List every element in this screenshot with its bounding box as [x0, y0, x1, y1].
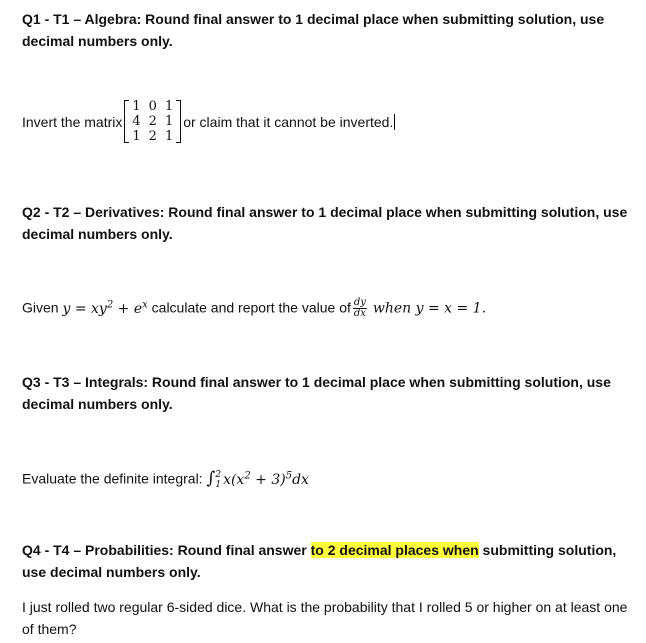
integral-lower: 1: [215, 479, 222, 490]
q2-frac-num: dy: [353, 297, 366, 309]
q4-body: [22, 596, 632, 640]
q1-suffix: or claim that it cannot be inverted.: [183, 113, 394, 130]
q2-section: [22, 201, 632, 245]
integral-upper: 2: [215, 469, 222, 480]
q4-header-a: Q4 - T4 – Probabilities: Round final answer: [22, 542, 311, 558]
q2-body: [22, 294, 632, 320]
matrix-cell: 2: [148, 114, 157, 129]
q4-section: [22, 539, 632, 583]
matrix-cell: 0: [148, 99, 157, 114]
q1-prefix: Invert the matrix: [22, 113, 123, 130]
q4-header-highlight: to 2 decimal places when: [310, 542, 479, 558]
q1-body: [22, 99, 632, 144]
q2-given: Given: [22, 299, 59, 316]
q3-dx: dx: [292, 471, 309, 488]
q2-eq-plus: + e: [113, 300, 143, 317]
q1-header: Q1 - T1 – Algebra: Round final answer to 1 decimal place when submitting solution, use decimal numbers only.: [22, 11, 605, 49]
q3-exp5: 5: [285, 470, 293, 481]
matrix-cell: 1: [164, 99, 174, 114]
q2-frac-den: dx: [353, 308, 366, 320]
integral-limits: [215, 470, 221, 490]
q2-when: when y = x = 1.: [372, 300, 487, 317]
matrix-cell: 2: [148, 129, 157, 144]
q2-equation: [62, 301, 147, 317]
q2-eq-a: y = xy: [62, 300, 107, 317]
q4-text: I just rolled two regular 6-sided dice. What is the probability that I rolled 5 or higher on at least one of them?: [22, 599, 628, 637]
q3-integrand: [223, 472, 309, 488]
q4-header-b: submitting solution, use decimal numbers only.: [22, 542, 617, 580]
matrix-cell: 1: [132, 129, 141, 144]
matrix-cell: 1: [164, 129, 174, 144]
q1-section: [22, 8, 632, 52]
q2-expx: x: [142, 299, 148, 310]
q3-body: [22, 465, 632, 491]
text-cursor[interactable]: [394, 114, 395, 130]
q3-integrand-a: x(x: [223, 471, 245, 488]
matrix-cell: 4: [132, 114, 141, 129]
q2-middle: calculate and report the value of: [151, 299, 351, 316]
q2-derivative: [353, 298, 367, 319]
q2-header: Q2 - T2 – Derivatives: Round final answer to 1 decimal place when submitting solution, use decimal numbers only.: [22, 204, 628, 242]
q1-matrix: [124, 99, 181, 144]
matrix-cell: 1: [164, 114, 174, 129]
q3-exp2: 2: [244, 470, 251, 481]
q3-prefix: Evaluate the definite integral:: [22, 470, 203, 487]
integral-symbol: ∫: [206, 468, 216, 489]
matrix-cell: 1: [132, 99, 141, 114]
q3-integrand-b: + 3): [250, 471, 286, 488]
q2-exp2: 2: [106, 299, 114, 310]
q4-header: [22, 539, 632, 583]
q3-header: Q3 - T3 – Integrals: Round final answer to 1 decimal place when submitting solution, use decimal numbers only.: [22, 374, 611, 412]
q3-section: [22, 371, 632, 415]
